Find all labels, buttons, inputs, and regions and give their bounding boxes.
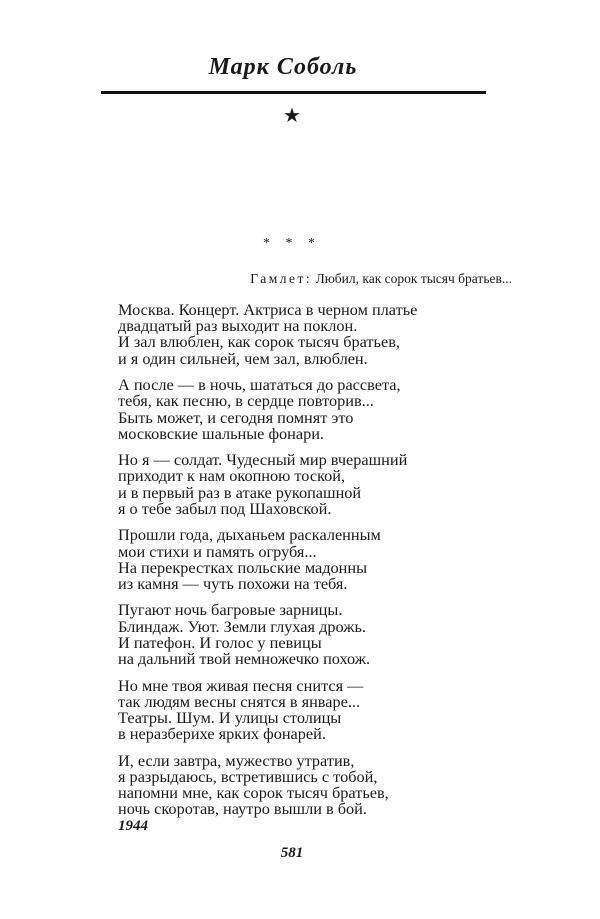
poem-line: я разрыдаюсь, встретившись с тобой, xyxy=(118,766,378,786)
heading-rule xyxy=(101,91,486,94)
poem-line: Пугают ночь багровые зарницы. xyxy=(118,600,343,620)
stanza xyxy=(118,302,417,367)
poem-line: Театры. Шум. И улицы столицы xyxy=(118,707,342,727)
epigraph-speaker: Гамлет: xyxy=(250,271,313,286)
epigraph-text: Любил, как сорок тысяч братьев... xyxy=(312,271,512,286)
stanza xyxy=(118,602,417,667)
stanza xyxy=(118,527,417,592)
poem-line: напомни мне, как сорок тысяч братьев, xyxy=(118,783,389,803)
poem-line: Москва. Концерт. Актриса в черном платье xyxy=(118,300,418,319)
poem-line: приходит к нам окопною тоской, xyxy=(118,466,346,486)
poem-line: Прошли года, дыханьем раскаленным xyxy=(118,525,381,545)
epigraph xyxy=(250,271,512,287)
poem-body xyxy=(118,302,417,828)
stanza xyxy=(118,675,417,744)
poem-line: на дальний твой немножечко похож. xyxy=(118,649,371,669)
stanza xyxy=(118,377,417,442)
poem-year: 1944 xyxy=(118,818,148,834)
stanza xyxy=(118,750,417,819)
poem-line: ночь скоротав, наутро вышли в бой. xyxy=(118,799,367,819)
poem-line: из камня — чуть похожи на тебя. xyxy=(118,573,348,593)
poem-line: тебя, как песню, в сердце повторив... xyxy=(118,391,374,411)
poem-line: И зал влюблен, как сорок тысяч братьев, xyxy=(118,332,400,352)
poem-line: в неразберихе ярких фонарей. xyxy=(118,724,326,744)
poem-line: А после — в ночь, шататься до рассвета, xyxy=(118,375,401,395)
poem-line: На перекрестках польские мадонны xyxy=(118,557,368,577)
poem-line: мои стихи и память огрубя... xyxy=(118,541,317,561)
poem-line: я о тебе забыл под Шаховской. xyxy=(118,498,332,518)
poem-line: И патефон. И голос у певицы xyxy=(118,632,322,652)
poem-line: Блиндаж. Уют. Земли глухая дрожь. xyxy=(118,616,366,636)
stanza xyxy=(118,452,417,517)
page-number: 581 xyxy=(280,845,304,861)
untitled-poem-separator: * * * xyxy=(263,236,321,251)
poem-line: и в первый раз в атаке рукопашной xyxy=(118,482,362,502)
poem-line: и я один сильней, чем зал, влюблен. xyxy=(118,348,368,368)
poem-line: двадцатый раз выходит на поклон. xyxy=(118,316,358,336)
poem-line: Но я — солдат. Чудесный мир вчерашний xyxy=(118,450,408,470)
poem-line: И, если завтра, мужество утратив, xyxy=(118,750,355,770)
poem-line: московские шальные фонари. xyxy=(118,423,324,443)
poem-line: так людям весны снятся в январе... xyxy=(118,691,361,711)
author-heading: Марк Соболь xyxy=(208,54,358,80)
poem-line: Но мне твоя живая песня снится — xyxy=(118,675,364,695)
poem-line: Быть может, и сегодня помнят это xyxy=(118,407,354,427)
star-icon: ★ xyxy=(283,105,301,127)
